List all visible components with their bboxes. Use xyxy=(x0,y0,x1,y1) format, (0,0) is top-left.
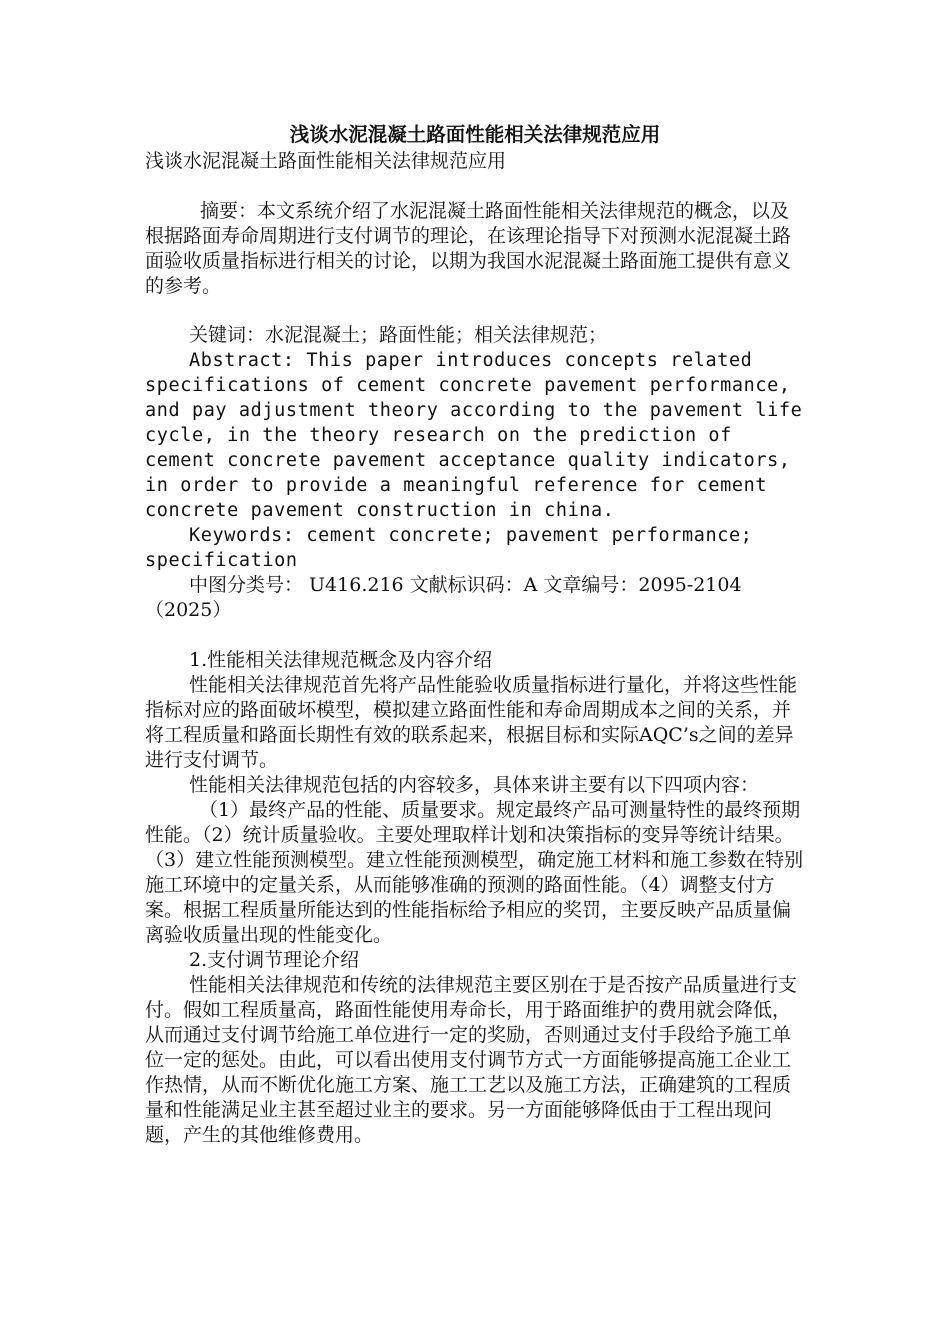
section-2-heading: 2.支付调节理论介绍 xyxy=(189,949,360,971)
document-body xyxy=(145,323,807,1148)
section-1-heading: 1.性能相关法律规范概念及内容介绍 xyxy=(189,649,493,671)
section-2-paragraph-1: 性能相关法律规范和传统的法律规范主要区别在于是否按产品质量进行支付。假如工程质量高，路面性能使用寿命长，用于路面维护的费用就会降低，从而通过支付调节给施工单位进行一定的奖励，否则通过支付手段给予施工单位一定的惩处。由此，可以看出使用支付调节方式一方面能够提高施工企业工作热情，从而不断优化施工方案、施工工艺以及施工方法，正确建筑的工程质量和性能满足业主甚至超过业主的要求。另一方面能够降低由于工程出现问题，产生的其他维修费用。 xyxy=(145,974,798,1146)
document-title: 浅谈水泥混凝土路面性能相关法律规范应用 xyxy=(289,123,661,146)
document-subtitle: 浅谈水泥混凝土路面性能相关法律规范应用 xyxy=(145,150,507,172)
abstract-chinese: 摘要：本文系统介绍了水泥混凝土路面性能相关法律规范的概念，以及根据路面寿命周期进行支付调节的理论，在该理论指导下对预测水泥混凝土路面验收质量指标进行相关的讨论，以期为我国水泥混凝土路面施工提供有意义的参考。 xyxy=(145,200,792,297)
keywords-chinese: 关键词：水泥混凝土；路面性能；相关法律规范； xyxy=(189,324,608,346)
classification-line: 中图分类号： U416.216 文献标识码：A 文章编号：2095-2104（2025） xyxy=(145,574,742,621)
section-1-paragraph-2: 性能相关法律规范包括的内容较多，具体来讲主要有以下四项内容： xyxy=(189,774,760,796)
section-1-paragraph-3: （1）最终产品的性能、质量要求。规定最终产品可测量特性的最终预期性能。（2）统计质量验收。主要处理取样计划和决策指标的变异等统计结果。（3）建立性能预测模型。建立性能预测模型，确定施工材料和施工参数在特别施工环境中的定量关系，从而能够准确的预测的路面性能。（4）调整支付方案。根据工程质量所能达到的性能指标给予相应的奖罚，主要反映产品质量偏离验收质量出现的性能变化。 xyxy=(145,799,804,946)
keywords-english: Keywords: cement concrete; pavement performance; specification xyxy=(145,525,753,571)
paragraph-gap xyxy=(145,623,807,648)
section-1-paragraph-1: 性能相关法律规范首先将产品性能验收质量指标进行量化，并将这些性能指标对应的路面破坏模型，模拟建立路面性能和寿命周期成本之间的关系，并将工程质量和路面长期性有效的联系起来，根据目标和实际AQC’s之间的差异进行支付调节。 xyxy=(145,674,798,771)
abstract-english: Abstract: This paper introduces concepts related specifications of cement concrete pavement performance, and pay adjustment theory according to the pavement life cycle, in the theory research on the prediction of cement concrete pavement acceptance quality indicators, in order to provide a meaningful reference for cement concrete pavement construction in china. xyxy=(145,350,803,521)
